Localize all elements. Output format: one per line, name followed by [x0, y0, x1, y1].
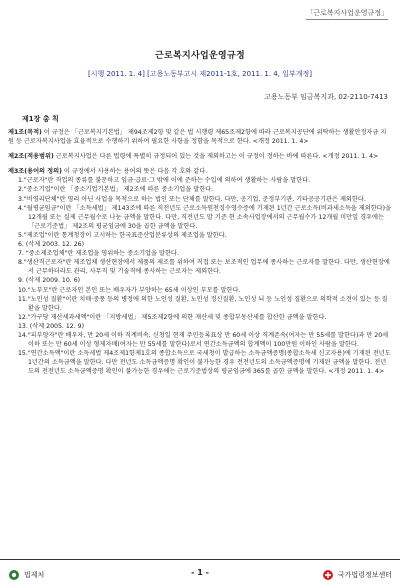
definition-item: 11."노인성 질환"이란 치매·중풍 등의 병정에 의한 노인성 질환, 노인성 정신질환, 노인성 뇌 등 노인성 질환으로 의학적 소견이 있는 등 질환을 말한다.: [18, 295, 388, 312]
title-area: [0, 48, 400, 79]
articles-body: [8, 128, 392, 382]
definition-item: 10."노부모"란 근로자인 본인 또는 배우자가 부양하는 65세 이상인 부모를 말한다.: [18, 286, 241, 294]
definition-item: 8."생산직근로자"란 제조업체 생산현장에서 제품의 제조를 위하여 직접 또는 보조적인 업무에 종사하는 근로자를 말한다. 다만, 생산현장에서 근무하더라도 관리, 사무직 및 기술직에 종사하는 근로자는 제외한다.: [18, 259, 390, 276]
definition-item: 7. "중소제조업체"란 제조업을 영위하는 중소기업을 말한다.: [18, 250, 179, 258]
footer-left-label: 법제처: [24, 571, 45, 579]
amendment-info: [시행 2011. 1. 4] [고용노동부고시 제2011-1호, 2011. 1. 4, 일부개정]: [88, 70, 312, 78]
definition-item: 1."근로자"란 직업의 종류를 불문하고 임금·급료·그 밖에 이에 준하는 수입에 의하여 생활하는 사람을 말한다.: [18, 177, 311, 185]
definition-item: 9. (삭제 2009. 10. 6): [18, 277, 81, 285]
definition-item: 13. (삭제 2005. 12. 9): [18, 322, 84, 330]
chapter-heading: 제1장 총 칙: [22, 115, 59, 123]
article-2-text: 근로복지사업은 다른 법령에 특별히 규정되어 있는 것을 제외하고는 이 규정이 정하는 바에 따른다. <개정 2011. 1. 4>: [53, 153, 379, 161]
definition-item: 3."비영리단체"란 영리 아닌 사업을 목적으로 하는 법인 또는 단체를 말한다. 다만, 공기업, 준정부기관, 기타공공기관은 제외한다.: [18, 195, 366, 203]
definition-item: 6. (삭제 2003. 12. 26): [18, 241, 84, 249]
footer-right: [322, 569, 392, 581]
article-3-heading: 제3조(용어의 정의): [8, 168, 62, 176]
page-number: - 1 -: [191, 568, 209, 577]
law-info-center-logo-icon: [322, 569, 334, 581]
article-3-text: 이 규정에서 사용하는 용어의 뜻은 다음 각 호와 같다.: [61, 168, 208, 176]
article-2: [8, 152, 392, 161]
article-1-text: 이 규정은 「근로복지기본법」 제94조제2항 및 같은 법 시행령 제65조제2항에 따라 근로복지공단에 위탁하는 생활안정자금 지원 등 근로자복지사업을 효율적으로 수행하기 위하여 필요한 사항을 정함을 목적으로 한다. <개정 2011. 1. 4>: [8, 129, 387, 146]
article-1-heading: 제1조(목적): [8, 129, 42, 136]
definition-item: 4."월평균임금"이란 「소득세법」 제143조에 따른 직전년도 근로소득원천징수영수증에 기재된 1년간 근로소득(비과세소득을 제외한다)을 12개월 또는 실제 근무월수로 나눈 금액을 말한다. 다만, 직전년도 말 기준 현 소속사업장에서의 근무월수가 12개월 미만일 경우에는 「근로기준법」 제2조의 평균임금에 30을 곱한 금액을 말한다.: [18, 204, 392, 230]
definition-item: 2."중소기업"이란 「중소기업기본법」 제2조에 따른 중소기업을 말한다.: [18, 186, 214, 194]
page-footer: [0, 559, 400, 588]
footer-right-label: 국가법령정보센터: [337, 571, 392, 579]
definition-item: 5."제조업"이란 통계청장이 고시하는 한국표준산업분류상의 제조업을 말한다.: [18, 231, 227, 239]
regulation-name-header: 「근로복지사업운영규정」: [306, 8, 388, 20]
department-contact: 고용노동부 임금복지과, 02-2110-7413: [264, 93, 388, 101]
definition-item: 15."연간소득액"이란 소득세법 제4조제1항제1호의 종합소득으로 국세청이 발급하는 소득금액증명(종합소득세 신고자용)에 기재된 전년도 1년간의 소득금액을 말한다. 다만 전년도 소득금액증명 확인이 불가능한 경우 전전년도의 소득금액증명에 기재된 금액을 말한다. 전년도의 전전년도 소득금액증명 확인이 불가능한 경우에는 근로기준법상의 평균임금에 365를 곱한 금액을 말한다. <개정 2011. 1. 4>: [18, 350, 391, 376]
definition-item: 14."피부양자"란 배우자, 만 20세 이하 직계비속, 신청일 현재 주민등록표상 만 60세 이상 직계존속(여자는 만 55세를 말한다)과 만 20세 이하 또는 만 60세 이상 형제자매(여자는 만 55세를 말한다)로서 연간소득금액의 합계액이 100만원 이하인 사람을 말한다.: [18, 331, 389, 349]
article-2-heading: 제2조(적용범위): [8, 153, 54, 161]
article-1: [8, 128, 392, 146]
document-title: 근로복지사업운영규정: [155, 51, 245, 61]
article-3: [8, 167, 392, 376]
definition-item: 12."가구당 재산세과세액"이란 「지방세법」 제5조제2항에 의한 재산세 및 종합부동산세를 합산한 금액을 말한다.: [18, 313, 327, 321]
